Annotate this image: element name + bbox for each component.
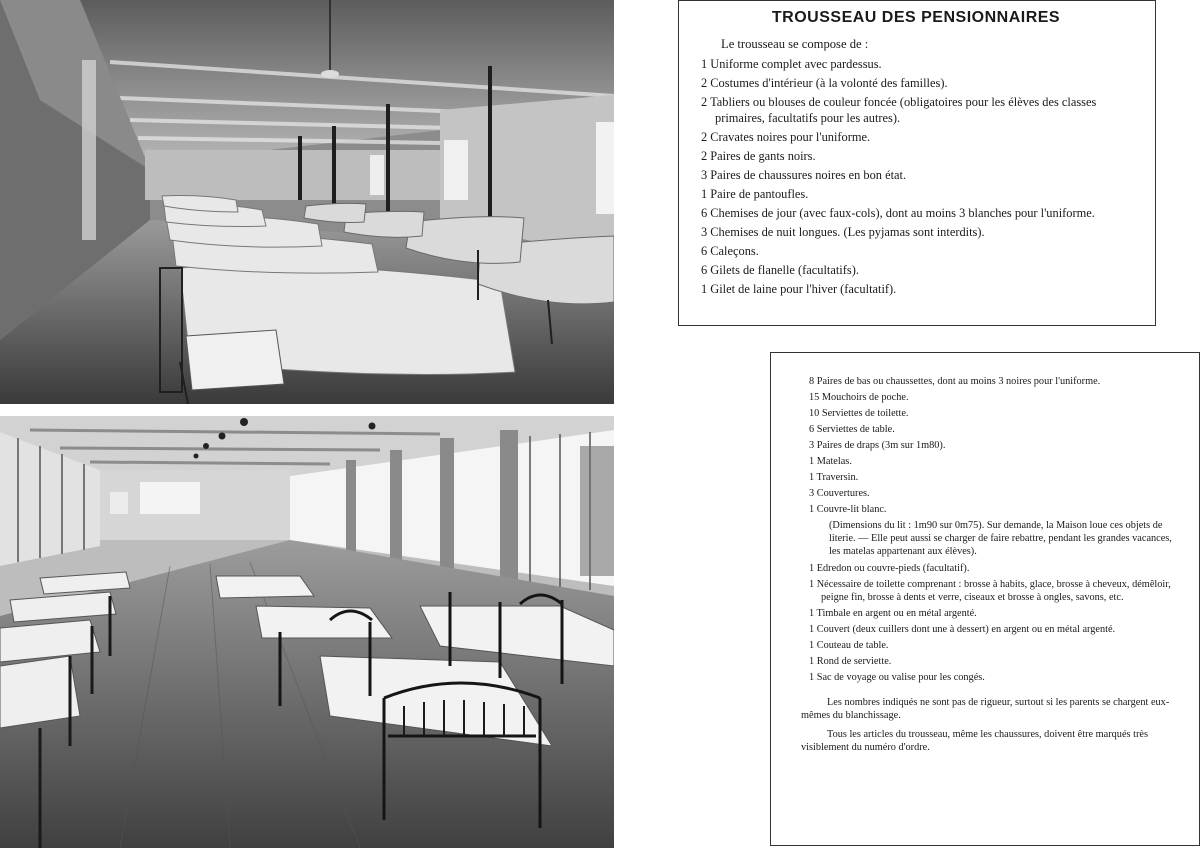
list-item: 1 Couvert (deux cuillers dont une à dessert) en argent ou en métal argenté. — [809, 624, 1116, 635]
list-item: 1 Sac de voyage ou valise pour les congés. — [809, 672, 985, 683]
list-item: 1 Rond de serviette. — [809, 656, 892, 667]
list-item: 1 Paire de pantoufles. — [701, 186, 809, 201]
list-item: 6 Caleçons. — [701, 243, 759, 258]
list-item: 1 Gilet de laine pour l'hiver (facultatif). — [701, 281, 897, 296]
list-item: 1 Couvre-lit blanc. — [809, 504, 887, 515]
trousseau-items-list — [691, 57, 1141, 297]
list-item: 1 Edredon ou couvre-pieds (facultatif). — [809, 563, 970, 574]
trousseau-list-part-two — [770, 352, 1200, 846]
trousseau-list-part-one — [678, 0, 1156, 326]
dormitory-photo-top-image — [0, 0, 614, 404]
list-item: 6 Gilets de flanelle (facultatifs). — [701, 262, 859, 277]
list-item: 8 Paires de bas ou chaussettes, dont au moins 3 noires pour l'uniforme. — [809, 376, 1101, 387]
list-item: 2 Paires de gants noirs. — [701, 148, 816, 163]
trousseau-intro: Le trousseau se compose de : — [721, 37, 869, 51]
dormitory-photo-top — [0, 0, 614, 404]
list-item: 1 Timbale en argent ou en métal argenté. — [809, 608, 977, 619]
list-item: 1 Traversin. — [809, 472, 859, 483]
list-item: 10 Serviettes de toilette. — [809, 408, 909, 419]
list-item: 3 Chemises de nuit longues. (Les pyjamas sont interdits). — [701, 224, 985, 239]
bed-dimensions-note: (Dimensions du lit : 1m90 sur 0m75). Sur demande, la Maison loue ces objets de literie. — Elle peut aussi se charger de faire rebattre, pendant les grandes vacances, les matelas appartenant aux élèves). — [829, 520, 1172, 557]
trousseau-items-list-final — [789, 562, 1183, 684]
footnote-marking: Tous les articles du trousseau, même les chaussures, doivent être marqués très visiblement du numéro d'ordre. — [801, 729, 1148, 753]
list-item: 3 Paires de chaussures noires en bon état. — [701, 167, 907, 182]
dormitory-photo-bottom — [0, 416, 614, 848]
list-item: 1 Couteau de table. — [809, 640, 889, 651]
list-item: 1 Nécessaire de toilette comprenant : brosse à habits, glace, brosse à cheveux, démêloir, peigne fin, brosse à dents et verre, ciseaux et brosse à ongles, savons, etc. — [809, 579, 1171, 603]
footnote-quantities: Les nombres indiqués ne sont pas de rigueur, surtout si les parents se chargent eux-mêmes du blanchissage. — [801, 697, 1170, 721]
trousseau-title: TROUSSEAU DES PENSIONNAIRES — [771, 9, 1061, 26]
list-item: 2 Cravates noires pour l'uniforme. — [701, 129, 871, 144]
dormitory-photo-bottom-image — [0, 416, 614, 848]
list-item: 3 Paires de draps (3m sur 1m80). — [809, 440, 946, 451]
list-item: 2 Tabliers ou blouses de couleur foncée (obligatoires pour les élèves des classes primaires, facultatifs pour les autres). — [701, 95, 1097, 125]
list-item: 6 Serviettes de table. — [809, 424, 895, 435]
list-item: 3 Couvertures. — [809, 488, 870, 499]
list-item: 2 Costumes d'intérieur (à la volonté des familles). — [701, 76, 948, 90]
trousseau-items-list-continued — [789, 375, 1183, 516]
list-item: 15 Mouchoirs de poche. — [809, 392, 909, 403]
list-item: 1 Matelas. — [809, 456, 852, 467]
list-item: 6 Chemises de jour (avec faux-cols), dont au moins 3 blanches pour l'uniforme. — [701, 205, 1095, 220]
list-item: 1 Uniforme complet avec pardessus. — [701, 57, 882, 71]
